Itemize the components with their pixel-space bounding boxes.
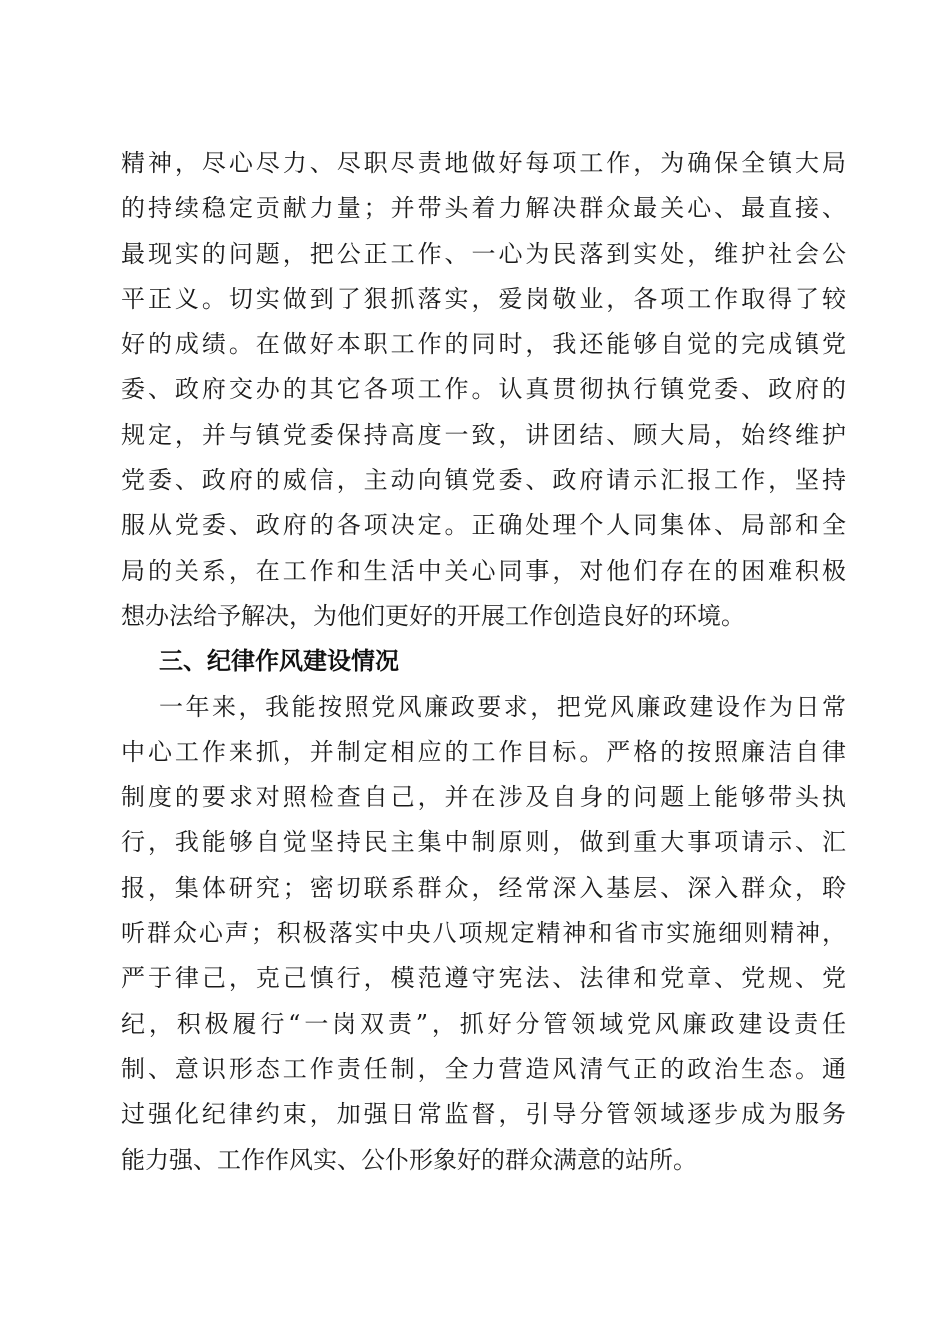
paragraph-1-line: 想办法给予解决，为他们更好的开展工作创造良好的环境。 — [121, 601, 745, 630]
paragraph-1-line: 平正义。切实做到了狠抓落实，爱岗敬业，各项工作取得了较 — [121, 284, 846, 313]
section-3-heading: 三、纪律作风建设情况 — [159, 647, 399, 676]
paragraph-2-line: 制度的要求对照检查自己，并在涉及自身的问题上能够带头执 — [121, 783, 846, 812]
paragraph-1-line: 局的关系，在工作和生活中关心同事，对他们存在的困难积极 — [121, 556, 846, 585]
paragraph-1-line: 委、政府交办的其它各项工作。认真贯彻执行镇党委、政府的 — [121, 375, 846, 404]
paragraph-1-line: 精神，尽心尽力、尽职尽责地做好每项工作，为确保全镇大局 — [121, 149, 846, 177]
paragraph-2-line: 过强化纪律约束，加强日常监督，引导分管领域逐步成为服务 — [121, 1100, 846, 1129]
paragraph-2-line: 行，我能够自觉坚持民主集中制原则，做到重大事项请示、汇 — [121, 828, 846, 857]
paragraph-1-line: 服从党委、政府的各项决定。正确处理个人同集体、局部和全 — [121, 511, 846, 540]
paragraph-2-line: 纪，积极履行“一岗双责”，抓好分管领域党风廉政建设责任 — [121, 1009, 846, 1038]
paragraph-2-line: 中心工作来抓，并制定相应的工作目标。严格的按照廉洁自律 — [121, 737, 846, 766]
paragraph-2-line: 严于律己，克己慎行，模范遵守宪法、法律和党章、党规、党 — [121, 964, 846, 993]
document-body — [121, 141, 846, 1183]
paragraph-1-line: 党委、政府的威信，主动向镇党委、政府请示汇报工作，坚持 — [121, 466, 846, 495]
paragraph-2-line: 能力强、工作作风实、公仆形象好的群众满意的站所。 — [121, 1145, 697, 1174]
paragraph-1-line: 的持续稳定贡献力量；并带头着力解决群众最关心、最直接、 — [121, 194, 846, 223]
paragraph-2-line: 报，集体研究；密切联系群众，经常深入基层、深入群众，聆 — [121, 873, 846, 902]
paragraph-1-line: 最现实的问题，把公正工作、一心为民落到实处，维护社会公 — [121, 239, 846, 268]
paragraph-2-line: 听群众心声；积极落实中央八项规定精神和省市实施细则精神， — [121, 919, 846, 948]
paragraph-1-line: 好的成绩。在做好本职工作的同时，我还能够自觉的完成镇党 — [121, 330, 846, 359]
paragraph-2-line: 一年来，我能按照党风廉政要求，把党风廉政建设作为日常 — [159, 692, 846, 721]
paragraph-2-line: 制、意识形态工作责任制，全力营造风清气正的政治生态。通 — [121, 1054, 846, 1083]
paragraph-1-line: 规定，并与镇党委保持高度一致，讲团结、顾大局，始终维护 — [121, 420, 846, 449]
